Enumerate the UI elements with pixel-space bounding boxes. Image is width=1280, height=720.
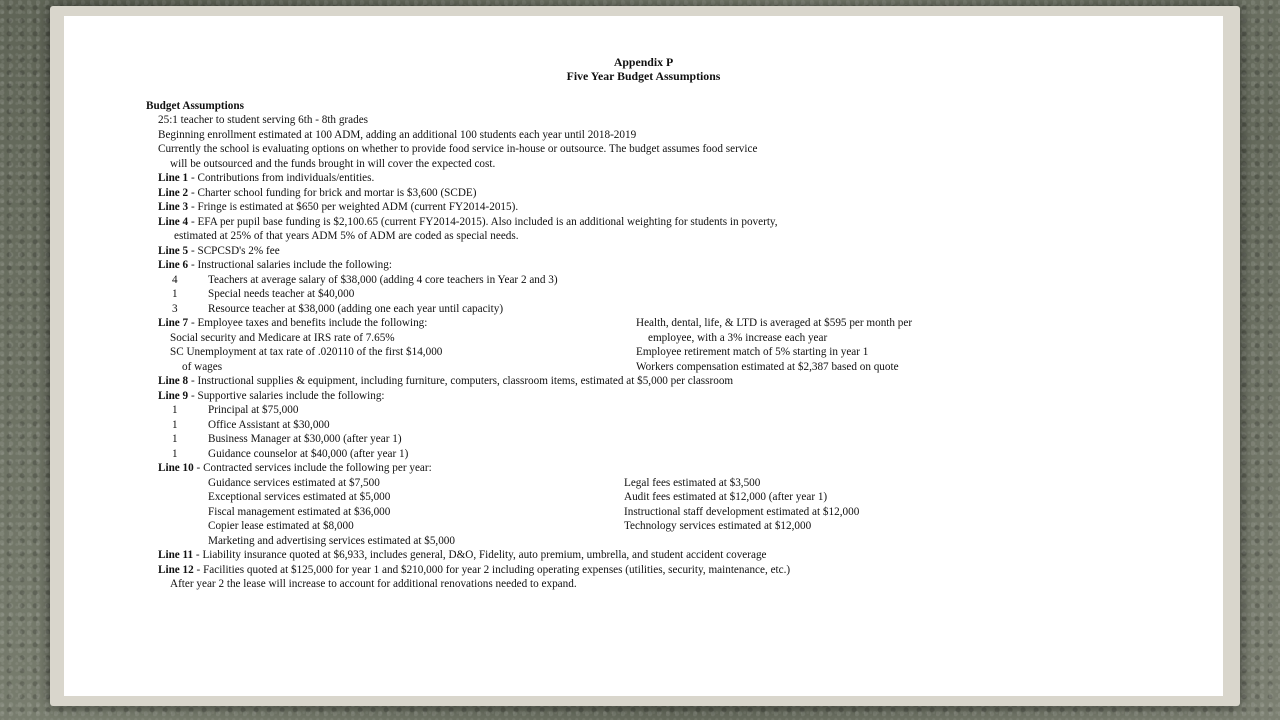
item-count: 1 <box>172 288 178 300</box>
line-label: Line 3 <box>158 201 189 213</box>
line-10 <box>158 462 432 475</box>
list-item <box>172 419 330 432</box>
line-label: Line 6 <box>158 259 189 271</box>
line-7-right: Health, dental, life, & LTD is averaged at $595 per month per <box>636 317 913 329</box>
line-7-right: Workers compensation estimated at $2,387 based on quote <box>636 361 899 373</box>
line-10-right: Audit fees estimated at $12,000 (after year 1) <box>624 491 828 503</box>
line-10-left: Guidance services estimated at $7,500 <box>208 477 380 489</box>
list-item <box>172 274 558 287</box>
line-11 <box>158 549 767 562</box>
line-7-right: employee, with a 3% increase each year <box>648 332 828 344</box>
line-text: - EFA per pupil base funding is $2,100.65 (current FY2014-2015). Also included is an additional weighting for students in poverty, <box>188 216 778 228</box>
line-10-left: Marketing and advertising services estimated at $5,000 <box>208 535 455 547</box>
line-text: - Fringe is estimated at $650 per weighted ADM (current FY2014-2015). <box>188 201 519 213</box>
line-7-left: SC Unemployment at tax rate of .020110 of the first $14,000 <box>170 346 443 358</box>
line-10-left: Fiscal management estimated at $36,000 <box>208 506 391 518</box>
line-9 <box>158 390 385 403</box>
line-text: - Facilities quoted at $125,000 for year 1 and $210,000 for year 2 including operating expenses (utilities, security, maintenance, etc.) <box>193 564 791 576</box>
list-item <box>172 433 402 446</box>
line-label: Line 1 <box>158 172 189 184</box>
line-text: - Instructional supplies & equipment, including furniture, computers, classroom items, estimated at $5,000 per classroom <box>188 375 734 387</box>
line-7-left: of wages <box>182 361 223 373</box>
line-text: - Employee taxes and benefits include the following: <box>188 317 428 329</box>
line-label: Line 11 <box>158 549 194 561</box>
item-text: Resource teacher at $38,000 (adding one each year until capacity) <box>208 303 504 315</box>
item-count: 3 <box>172 303 178 315</box>
intro-line: Currently the school is evaluating options on whether to provide food service in-house or outsource. The budget assumes food service <box>158 143 758 155</box>
line-text: - Contributions from individuals/entities. <box>188 172 375 184</box>
line-12 <box>158 564 790 577</box>
item-text: Guidance counselor at $40,000 (after year 1) <box>208 448 409 460</box>
item-count: 4 <box>172 274 178 286</box>
list-item <box>172 288 354 301</box>
line-5 <box>158 245 280 258</box>
line-2 <box>158 187 477 200</box>
item-text: Special needs teacher at $40,000 <box>208 288 355 300</box>
item-count: 1 <box>172 448 178 460</box>
line-label: Line 10 <box>158 462 194 474</box>
line-1 <box>158 172 374 185</box>
intro-line: 25:1 teacher to student serving 6th - 8th grades <box>158 114 369 126</box>
line-text: - Supportive salaries include the following: <box>188 390 385 402</box>
line-label: Line 12 <box>158 564 194 576</box>
line-10-left: Copier lease estimated at $8,000 <box>208 520 354 532</box>
item-text: Office Assistant at $30,000 <box>208 419 330 431</box>
line-7-right: Employee retirement match of 5% starting in year 1 <box>636 346 869 358</box>
line-4 <box>158 216 778 229</box>
list-item <box>172 448 408 461</box>
item-count: 1 <box>172 433 178 445</box>
line-10-right: Instructional staff development estimated at $12,000 <box>624 506 860 518</box>
item-text: Business Manager at $30,000 (after year 1) <box>208 433 402 445</box>
line-10-left: Exceptional services estimated at $5,000 <box>208 491 391 503</box>
list-item <box>172 404 298 417</box>
line-text: - Liability insurance quoted at $6,933, includes general, D&O, Fidelity, auto premium, umbrella, and student accident coverage <box>193 549 767 561</box>
item-count: 1 <box>172 419 178 431</box>
line-label: Line 7 <box>158 317 189 329</box>
line-8 <box>158 375 733 388</box>
line-text: - Instructional salaries include the following: <box>188 259 392 271</box>
line-10-right: Legal fees estimated at $3,500 <box>624 477 761 489</box>
line-4-continued: estimated at 25% of that years ADM 5% of ADM are coded as special needs. <box>174 230 519 242</box>
intro-line: will be outsourced and the funds brought in will cover the expected cost. <box>170 158 496 170</box>
document-page <box>64 16 1223 696</box>
section-heading: Budget Assumptions <box>146 100 244 112</box>
line-text: - Charter school funding for brick and mortar is $3,600 (SCDE) <box>188 187 477 199</box>
line-6 <box>158 259 392 272</box>
line-label: Line 9 <box>158 390 189 402</box>
list-item <box>172 303 503 316</box>
line-3 <box>158 201 518 214</box>
line-label: Line 2 <box>158 187 189 199</box>
line-10-right: Technology services estimated at $12,000 <box>624 520 812 532</box>
line-7 <box>158 317 427 330</box>
page-subtitle: Five Year Budget Assumptions <box>566 69 721 83</box>
line-label: Line 4 <box>158 216 189 228</box>
item-text: Teachers at average salary of $38,000 (adding 4 core teachers in Year 2 and 3) <box>208 274 558 286</box>
line-text: - SCPCSD's 2% fee <box>188 245 280 257</box>
line-label: Line 8 <box>158 375 189 387</box>
item-count: 1 <box>172 404 178 416</box>
intro-line: Beginning enrollment estimated at 100 ADM, adding an additional 100 students each year until 2018-2019 <box>158 129 637 141</box>
line-7-left: Social security and Medicare at IRS rate of 7.65% <box>170 332 395 344</box>
line-12-continued: After year 2 the lease will increase to account for additional renovations needed to expand. <box>170 578 577 590</box>
page-title: Appendix P <box>613 55 674 69</box>
item-text: Principal at $75,000 <box>208 404 299 416</box>
line-label: Line 5 <box>158 245 189 257</box>
line-text: - Contracted services include the following per year: <box>193 462 432 474</box>
